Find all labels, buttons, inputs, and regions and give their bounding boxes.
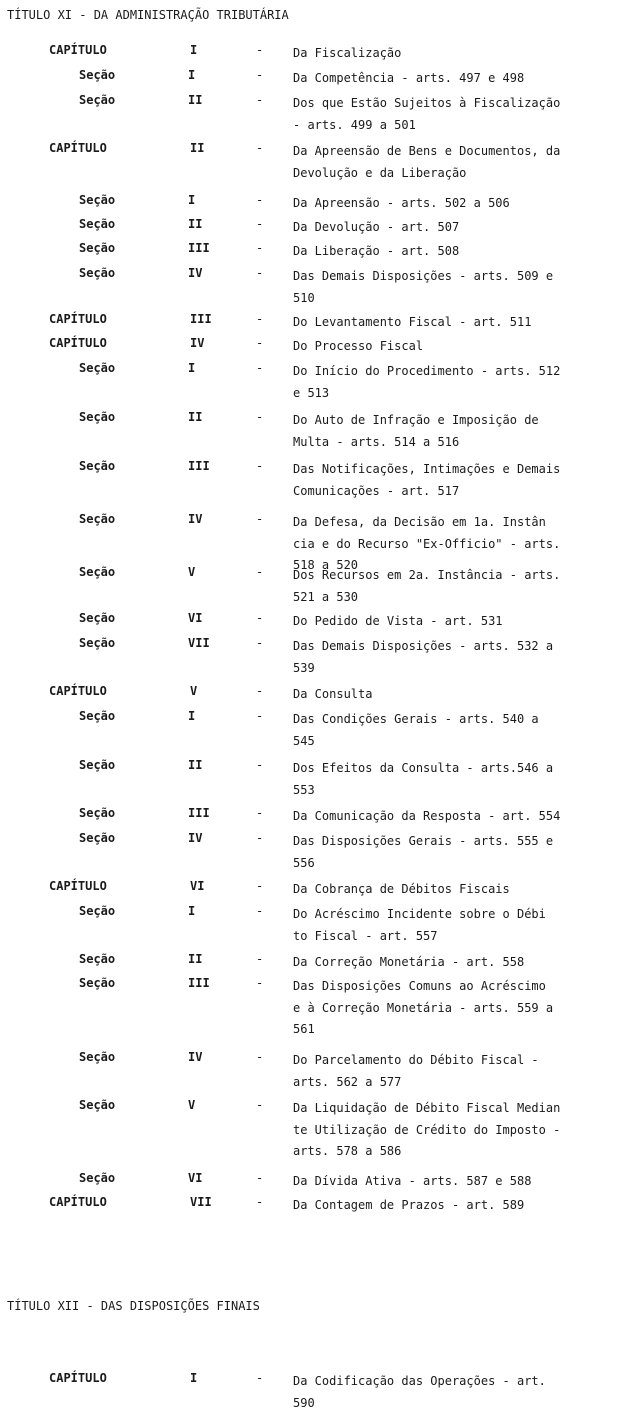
chapter-label: CAPÍTULO	[49, 684, 107, 698]
section-label: Seção	[79, 831, 116, 845]
entry-description-line: Do Levantamento Fiscal - art. 511	[293, 315, 532, 329]
section-row	[0, 193, 623, 209]
entry-description-line: Do Parcelamento do Débito Fiscal -	[293, 1053, 539, 1067]
entry-description	[293, 312, 611, 334]
entry-number: VI	[188, 1171, 203, 1185]
section-label: Seção	[79, 93, 116, 107]
entry-description	[293, 611, 611, 633]
entry-description-line: Do Auto de Infração e Imposição de	[293, 413, 539, 427]
entry-description-line: e à Correção Monetária - arts. 559 a	[293, 1000, 554, 1015]
section-row	[0, 512, 623, 572]
entry-dash: -	[256, 459, 264, 473]
entry-description-line: Da Codificação das Operações - art.	[293, 1374, 546, 1388]
entry-dash: -	[256, 1050, 264, 1064]
entry-description-line: Da Fiscalização	[293, 46, 402, 60]
section-row	[0, 611, 623, 627]
entry-description	[293, 565, 611, 608]
entry-number: II	[190, 141, 205, 155]
entry-dash: -	[256, 904, 264, 918]
section-row	[0, 831, 623, 870]
section-label: Seção	[79, 266, 116, 280]
entry-description-line: Do Início do Procedimento - arts. 512	[293, 364, 561, 378]
entry-description-line: Das Condições Gerais - arts. 540 a	[293, 712, 539, 726]
chapter-row	[0, 879, 623, 895]
entry-description-line: Dos Efeitos da Consulta - arts.546 a	[293, 761, 554, 775]
chapter-label: CAPÍTULO	[49, 336, 107, 350]
chapter-label: CAPÍTULO	[49, 1195, 107, 1209]
entry-number: III	[188, 806, 210, 820]
entry-dash: -	[256, 410, 264, 424]
entry-dash: -	[256, 879, 264, 893]
section-row	[0, 93, 623, 132]
entry-description-line: Da Competência - arts. 497 e 498	[293, 71, 525, 85]
entry-description	[293, 684, 611, 706]
section-row	[0, 1098, 623, 1158]
entry-number: IV	[188, 831, 203, 845]
chapter-label: CAPÍTULO	[49, 43, 107, 57]
section-row	[0, 361, 623, 400]
chapter-row	[0, 684, 623, 700]
entry-dash: -	[256, 193, 264, 207]
entry-dash: -	[256, 806, 264, 820]
section-label: Seção	[79, 217, 116, 231]
section-label: Seção	[79, 636, 116, 650]
entry-description	[293, 336, 611, 358]
entry-description-line: 556	[293, 855, 315, 870]
section-label: Seção	[79, 361, 116, 375]
section-row	[0, 904, 623, 943]
entry-dash: -	[256, 336, 264, 350]
entry-dash: -	[256, 611, 264, 625]
chapter-row	[0, 1195, 623, 1211]
entry-number: III	[190, 312, 212, 326]
section-row	[0, 636, 623, 675]
section-row	[0, 266, 623, 305]
entry-dash: -	[256, 831, 264, 845]
entry-description	[293, 141, 611, 184]
entry-description-line: Das Demais Disposições - arts. 532 a	[293, 639, 554, 653]
entry-dash: -	[256, 1371, 264, 1385]
entry-dash: -	[256, 952, 264, 966]
section-label: Seção	[79, 904, 116, 918]
entry-number: VI	[190, 879, 205, 893]
entry-description-line: Da Dívida Ativa - arts. 587 e 588	[293, 1174, 532, 1188]
entry-number: I	[188, 904, 196, 918]
entry-number: I	[188, 709, 196, 723]
chapter-row	[0, 1371, 623, 1410]
entry-description-line: Da Defesa, da Decisão em 1a. Instân	[293, 515, 546, 529]
entry-dash: -	[256, 312, 264, 326]
entry-description	[293, 68, 611, 90]
section-row	[0, 68, 623, 84]
entry-dash: -	[256, 141, 264, 155]
section-row	[0, 952, 623, 968]
entry-description-line: - arts. 499 a 501	[293, 117, 416, 132]
entry-description-line: 545	[293, 733, 315, 748]
entry-description-line: Da Apreensão de Bens e Documentos, da	[293, 144, 561, 158]
section-label: Seção	[79, 410, 116, 424]
entry-description	[293, 93, 611, 136]
entry-number: I	[190, 43, 198, 57]
entry-description	[293, 976, 611, 1041]
section-row	[0, 217, 623, 233]
entry-description-line: Da Cobrança de Débitos Fiscais	[293, 882, 510, 896]
entry-number: I	[190, 1371, 198, 1385]
entry-description-line: Do Acréscimo Incidente sobre o Débi	[293, 907, 546, 921]
entry-description-line: e 513	[293, 385, 330, 400]
entry-dash: -	[256, 1195, 264, 1209]
section-row	[0, 1171, 623, 1187]
entry-number: V	[188, 1098, 196, 1112]
entry-description-line: te Utilização de Crédito do Imposto -	[293, 1122, 561, 1137]
entry-description	[293, 636, 611, 679]
section-row	[0, 459, 623, 498]
entry-number: IV	[188, 1050, 203, 1064]
entry-description-line: 539	[293, 660, 315, 675]
entry-description	[293, 709, 611, 752]
entry-description-line: Dos que Estão Sujeitos à Fiscalização	[293, 96, 561, 110]
entry-description-line: Devolução e da Liberação	[293, 165, 467, 180]
section-label: Seção	[79, 1171, 116, 1185]
entry-dash: -	[256, 709, 264, 723]
section-label: Seção	[79, 976, 116, 990]
entry-dash: -	[256, 43, 264, 57]
entry-dash: -	[256, 1098, 264, 1112]
entry-dash: -	[256, 1171, 264, 1185]
entry-dash: -	[256, 217, 264, 231]
entry-dash: -	[256, 241, 264, 255]
entry-number: II	[188, 758, 203, 772]
entry-description	[293, 1195, 611, 1217]
entry-number: V	[188, 565, 196, 579]
entry-description	[293, 43, 611, 65]
entry-description	[293, 806, 611, 828]
entry-number: III	[188, 241, 210, 255]
section-label: Seção	[79, 193, 116, 207]
entry-description-line: Do Processo Fiscal	[293, 339, 424, 353]
entry-dash: -	[256, 976, 264, 990]
section-label: Seção	[79, 68, 116, 82]
entry-description	[293, 410, 611, 453]
chapter-row	[0, 312, 623, 328]
entry-dash: -	[256, 93, 264, 107]
entry-dash: -	[256, 68, 264, 82]
section-label: Seção	[79, 565, 116, 579]
entry-description-line: Multa - arts. 514 a 516	[293, 434, 460, 449]
chapter-row	[0, 336, 623, 352]
section-row	[0, 241, 623, 257]
entry-description	[293, 952, 611, 974]
section-row	[0, 976, 623, 1036]
section-label: Seção	[79, 611, 116, 625]
entry-description	[293, 241, 611, 263]
entry-description	[293, 1171, 611, 1193]
entry-description-line: 553	[293, 782, 315, 797]
section-label: Seção	[79, 806, 116, 820]
entry-description-line: cia e do Recurso "Ex-Officio" - arts.	[293, 536, 561, 551]
chapter-row	[0, 43, 623, 59]
entry-description	[293, 758, 611, 801]
entry-dash: -	[256, 565, 264, 579]
section-label: Seção	[79, 241, 116, 255]
entry-number: III	[188, 459, 210, 473]
chapter-row	[0, 141, 623, 180]
entry-description-line: Da Comunicação da Resposta - art. 554	[293, 809, 561, 823]
entry-number: III	[188, 976, 210, 990]
entry-description-line: Da Apreensão - arts. 502 a 506	[293, 196, 510, 210]
entry-description-line: Da Consulta	[293, 687, 373, 701]
section-row	[0, 806, 623, 822]
entry-description-line: Do Pedido de Vista - art. 531	[293, 614, 503, 628]
section-row	[0, 565, 623, 604]
section-row	[0, 758, 623, 797]
entry-description-line: to Fiscal - art. 557	[293, 928, 438, 943]
entry-number: II	[188, 217, 203, 231]
section-label: Seção	[79, 758, 116, 772]
entry-description-line: Da Liberação - art. 508	[293, 244, 460, 258]
entry-number: IV	[190, 336, 205, 350]
section-row	[0, 709, 623, 748]
section-label: Seção	[79, 709, 116, 723]
entry-description-line: 561	[293, 1022, 315, 1036]
entry-number: I	[188, 68, 196, 82]
title-xii-heading: TÍTULO XII - DAS DISPOSIÇÕES FINAIS	[7, 1299, 260, 1313]
entry-description-line: Da Devolução - art. 507	[293, 220, 460, 234]
entry-description	[293, 266, 611, 309]
entry-description-line: 518 a 520	[293, 558, 359, 572]
entry-number: IV	[188, 512, 203, 526]
entry-number: V	[190, 684, 198, 698]
entry-dash: -	[256, 758, 264, 772]
entry-description	[293, 904, 611, 947]
section-label: Seção	[79, 1098, 116, 1112]
section-row	[0, 410, 623, 449]
entry-description-line: Comunicações - art. 517	[293, 483, 460, 498]
entry-description-line: Das Demais Disposições - arts. 509 e	[293, 269, 554, 283]
entry-description	[293, 193, 611, 215]
entry-description-line: 521 a 530	[293, 589, 359, 604]
section-label: Seção	[79, 952, 116, 966]
chapter-label: CAPÍTULO	[49, 312, 107, 326]
entry-number: I	[188, 193, 196, 207]
chapter-label: CAPÍTULO	[49, 879, 107, 893]
entry-description-line: 590	[293, 1395, 315, 1410]
section-label: Seção	[79, 1050, 116, 1064]
entry-dash: -	[256, 684, 264, 698]
entry-description-line: Das Disposições Gerais - arts. 555 e	[293, 834, 554, 848]
entry-description	[293, 1050, 611, 1093]
entry-description-line: Das Notificações, Intimações e Demais	[293, 462, 561, 476]
entry-dash: -	[256, 361, 264, 375]
entry-description-line: Das Disposições Comuns ao Acréscimo	[293, 979, 546, 993]
section-label: Seção	[79, 512, 116, 526]
entry-number: VI	[188, 611, 203, 625]
entry-number: VII	[188, 636, 210, 650]
entry-description-line: Dos Recursos em 2a. Instância - arts.	[293, 568, 561, 582]
entry-description	[293, 217, 611, 239]
entry-description-line: Da Liquidação de Débito Fiscal Median	[293, 1101, 561, 1115]
entry-description-line: arts. 562 a 577	[293, 1074, 402, 1089]
title-xi-heading: TÍTULO XI - DA ADMINISTRAÇÃO TRIBUTÁRIA	[7, 8, 289, 22]
entry-number: I	[188, 361, 196, 375]
entry-dash: -	[256, 266, 264, 280]
entry-dash: -	[256, 636, 264, 650]
entry-description	[293, 1098, 611, 1163]
entry-number: IV	[188, 266, 203, 280]
entry-description-line: arts. 578 a 586	[293, 1144, 402, 1158]
entry-number: II	[188, 93, 203, 107]
entry-dash: -	[256, 512, 264, 526]
entry-description-line: Da Contagem de Prazos - art. 589	[293, 1198, 525, 1212]
entry-number: II	[188, 410, 203, 424]
entry-description	[293, 831, 611, 874]
entry-number: II	[188, 952, 203, 966]
entry-description	[293, 879, 611, 901]
chapter-label: CAPÍTULO	[49, 1371, 107, 1385]
section-row	[0, 1050, 623, 1089]
chapter-label: CAPÍTULO	[49, 141, 107, 155]
section-label: Seção	[79, 459, 116, 473]
entry-number: VII	[190, 1195, 212, 1209]
entry-description-line: Da Correção Monetária - art. 558	[293, 955, 525, 969]
entry-description	[293, 1371, 611, 1414]
entry-description	[293, 459, 611, 502]
entry-description-line: 510	[293, 290, 315, 305]
entry-description	[293, 361, 611, 404]
